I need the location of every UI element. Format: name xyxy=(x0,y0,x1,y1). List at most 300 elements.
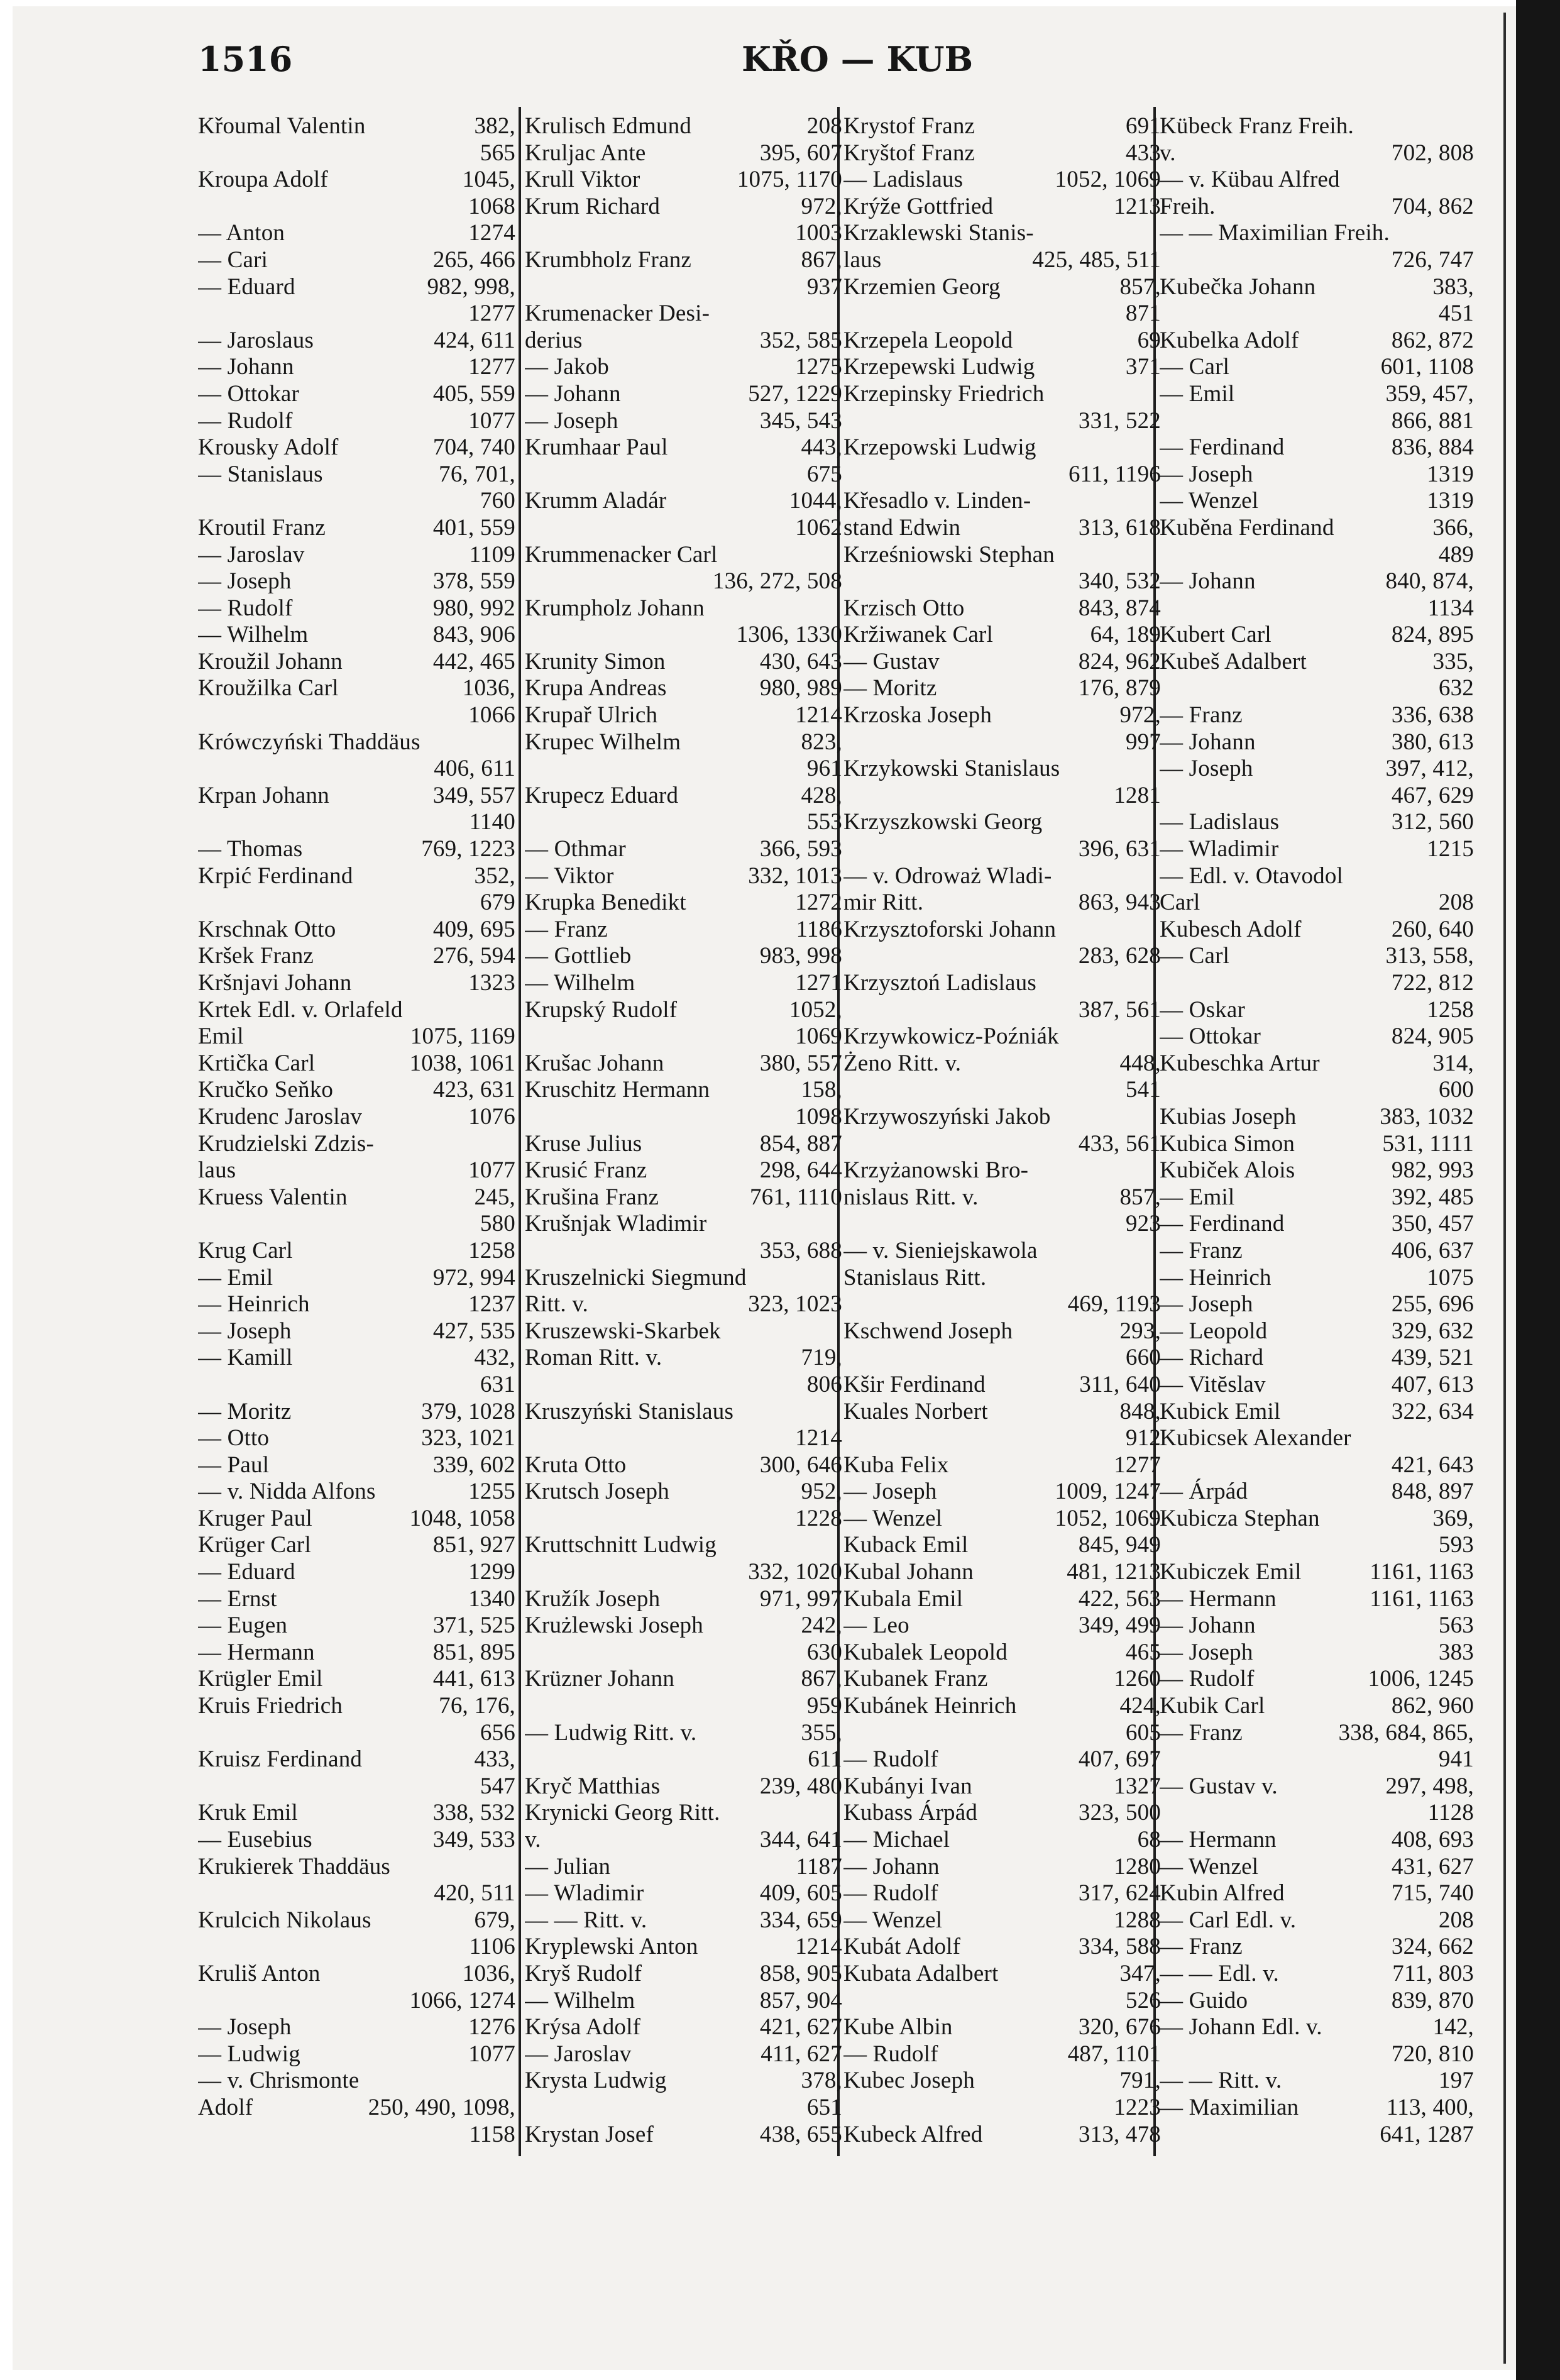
entry-pages: 857, xyxy=(1119,273,1161,300)
entry-name: Krzoska Joseph xyxy=(843,702,992,729)
entry-name: Krupa Andreas xyxy=(525,675,667,702)
entry-pages: 424, 611 xyxy=(434,327,515,353)
index-entry xyxy=(843,1372,1161,1399)
index-entry xyxy=(198,300,515,328)
entry-name: — Wilhelm xyxy=(198,622,309,648)
entry-name: — Gustav xyxy=(843,648,940,675)
entry-pages: 1006, 1245 xyxy=(1368,1666,1474,1692)
entry-name: — Emil xyxy=(1160,1184,1235,1210)
index-entry xyxy=(525,1854,842,1881)
entry-name: — Wilhelm xyxy=(525,970,635,996)
entry-pages: 605 xyxy=(1125,1719,1161,1746)
index-entry xyxy=(843,1559,1161,1586)
entry-pages: 845, 949 xyxy=(1078,1532,1161,1558)
entry-pages: 383, xyxy=(1432,273,1474,300)
entry-pages: 843, 906 xyxy=(432,622,515,648)
entry-name: Krumenacker Desi- xyxy=(525,300,710,327)
entry-pages: 1109 xyxy=(469,541,515,568)
entry-pages: 350, 457 xyxy=(1391,1211,1474,1237)
entry-name: Kubánek Heinrich xyxy=(843,1693,1017,1719)
index-entry xyxy=(843,1452,1161,1479)
index-entry xyxy=(1160,1988,1474,2015)
entry-name: Kubin Alfred xyxy=(1160,1880,1285,1907)
index-entry xyxy=(198,1961,515,1988)
entry-pages: 353, 688 xyxy=(759,1237,842,1264)
entry-name: — Johann xyxy=(1160,729,1256,755)
entry-pages: 158, xyxy=(801,1077,842,1103)
entry-name: Krzyżanowski Bro- xyxy=(843,1157,1029,1184)
entry-name: — Leo xyxy=(843,1612,909,1639)
entry-pages: 1134 xyxy=(1427,595,1474,621)
entry-pages: 863, 943 xyxy=(1078,890,1161,916)
entry-pages: 632 xyxy=(1438,675,1474,702)
index-entry xyxy=(843,2014,1161,2041)
entry-pages: 352, xyxy=(474,862,515,889)
entry-pages: 531, 1111 xyxy=(1382,1130,1474,1157)
index-entry xyxy=(525,1184,842,1211)
index-entry xyxy=(198,568,515,595)
index-entry xyxy=(525,140,842,167)
entry-pages: 824, 905 xyxy=(1391,1023,1474,1050)
index-entry xyxy=(1160,1612,1474,1639)
entry-name: Kržiwanek Carl xyxy=(843,622,994,648)
entry-pages: 1281 xyxy=(1114,782,1161,808)
entry-name: Krudzielski Zdzis- xyxy=(198,1130,374,1157)
entry-name: — Ladislaus xyxy=(1160,809,1280,835)
index-entry xyxy=(198,756,515,783)
entry-name: laus xyxy=(198,1157,236,1184)
entry-pages: 630 xyxy=(806,1639,842,1665)
entry-name: Kubanek Franz xyxy=(843,1666,988,1692)
index-entry xyxy=(843,890,1161,917)
entry-pages: 848, xyxy=(1119,1398,1161,1424)
entry-name: — Joseph xyxy=(198,1318,292,1344)
entry-name: Krumpholz Johann xyxy=(525,595,705,621)
entry-name: — Carl xyxy=(1160,943,1230,969)
index-entry xyxy=(1160,140,1474,167)
index-entry xyxy=(525,622,842,649)
index-entry xyxy=(843,1880,1161,1907)
entry-name: — Hermann xyxy=(1160,1585,1277,1612)
entry-pages: 722, 812 xyxy=(1391,970,1474,996)
entry-name: Krügler Emil xyxy=(198,1666,323,1692)
index-entry xyxy=(198,783,515,810)
entry-pages: 409, 605 xyxy=(759,1880,842,1907)
index-entry xyxy=(525,1104,842,1131)
entry-pages: 407, 613 xyxy=(1391,1371,1474,1397)
entry-pages: 379, 1028 xyxy=(421,1398,515,1424)
index-entry xyxy=(1160,300,1474,328)
index-entry xyxy=(1160,1184,1474,1211)
entry-name: Krzemien Georg xyxy=(843,273,1001,300)
entry-pages: 448, xyxy=(1119,1050,1161,1076)
entry-name: Krumhaar Paul xyxy=(525,434,668,461)
entry-name: — Joseph xyxy=(1160,461,1253,487)
entry-name: Krzysztoforski Johann xyxy=(843,916,1057,942)
entry-pages: 1215 xyxy=(1427,836,1474,862)
index-entry xyxy=(198,2122,515,2149)
index-entry xyxy=(843,2041,1161,2068)
index-entry xyxy=(525,836,842,863)
entry-pages: 242, xyxy=(801,1612,842,1639)
entry-pages: 142, xyxy=(1432,2014,1474,2041)
entry-name: Krschnak Otto xyxy=(198,916,336,942)
entry-name: — Franz xyxy=(1160,1934,1243,1960)
index-entry xyxy=(843,943,1161,970)
entry-name: Krušac Johann xyxy=(525,1050,664,1076)
entry-pages: 923 xyxy=(1125,1211,1161,1237)
entry-pages: 451 xyxy=(1438,300,1474,327)
entry-pages: 283, 628 xyxy=(1078,943,1161,969)
index-entry xyxy=(525,1773,842,1800)
index-entry xyxy=(525,354,842,381)
index-entry xyxy=(525,702,842,729)
entry-name: — — Ritt. v. xyxy=(525,1907,647,1933)
entry-pages: 1306, 1330 xyxy=(736,622,842,648)
entry-pages: 329, 632 xyxy=(1391,1318,1474,1344)
entry-name: — Hermann xyxy=(1160,1827,1277,1853)
entry-pages: 1069 xyxy=(795,1023,842,1050)
entry-pages: 1036, xyxy=(462,675,515,702)
entry-pages: 439, 521 xyxy=(1391,1345,1474,1371)
index-entry xyxy=(525,461,842,488)
entry-name: — Wenzel xyxy=(843,1907,943,1933)
index-entry xyxy=(525,1425,842,1452)
entry-name: Kubica Simon xyxy=(1160,1130,1295,1157)
entry-name: — Gottlieb xyxy=(525,943,632,969)
entry-pages: 369, xyxy=(1432,1505,1474,1531)
entry-name: Kršnjavi Johann xyxy=(198,970,352,996)
entry-pages: 1075 xyxy=(1427,1264,1474,1291)
index-entry xyxy=(198,1559,515,1586)
entry-pages: 983, 998 xyxy=(759,943,842,969)
entry-pages: 641, 1287 xyxy=(1380,2121,1474,2147)
index-entry xyxy=(525,1612,842,1639)
entry-pages: 378, xyxy=(801,2068,842,2094)
entry-pages: 720, 810 xyxy=(1391,2041,1474,2067)
index-entry xyxy=(843,1746,1161,1773)
entry-name: Krzepela Leopold xyxy=(843,327,1013,353)
entry-name: Krupař Ulrich xyxy=(525,702,658,729)
entry-pages: 1045, xyxy=(462,167,515,193)
entry-pages: 76, 701, xyxy=(439,461,515,487)
index-entry xyxy=(843,836,1161,863)
index-entry xyxy=(198,1639,515,1667)
entry-name: Krulisch Edmund xyxy=(525,113,692,139)
index-entry xyxy=(525,1506,842,1533)
entry-name: Krzepinsky Friedrich xyxy=(843,380,1045,407)
index-entry xyxy=(525,408,842,435)
index-entry xyxy=(525,997,842,1024)
index-entry xyxy=(843,194,1161,221)
entry-name: Krześniowski Stephan xyxy=(843,541,1055,568)
entry-name: Krug Carl xyxy=(198,1237,293,1264)
index-entry xyxy=(1160,863,1474,890)
index-entry xyxy=(843,113,1161,140)
index-entry xyxy=(525,274,842,301)
entry-pages: 937 xyxy=(806,273,842,300)
entry-pages: 1038, 1061 xyxy=(409,1050,515,1076)
entry-pages: 355, xyxy=(801,1719,842,1746)
entry-pages: 704, 862 xyxy=(1391,193,1474,219)
entry-pages: 489 xyxy=(1438,541,1474,568)
entry-name: — Ottokar xyxy=(198,380,300,407)
index-entry xyxy=(1160,1023,1474,1050)
entry-name: Kruis Friedrich xyxy=(198,1693,343,1719)
entry-name: Krüger Carl xyxy=(198,1532,311,1558)
index-entry xyxy=(1160,1050,1474,1077)
entry-name: Krüzner Johann xyxy=(525,1666,675,1692)
entry-name: Krpan Johann xyxy=(198,782,329,808)
index-entry xyxy=(525,675,842,702)
entry-pages: 208 xyxy=(806,113,842,139)
entry-pages: 378, 559 xyxy=(432,568,515,595)
entry-name: Kubata Adalbert xyxy=(843,1960,999,1986)
index-entry xyxy=(1160,461,1474,488)
index-entry xyxy=(198,943,515,970)
entry-name: stand Edwin xyxy=(843,514,961,541)
entry-pages: 136, 272, 508 xyxy=(712,568,842,595)
entry-name: — Wenzel xyxy=(843,1505,943,1531)
entry-name: — Ottokar xyxy=(1160,1023,1261,1050)
entry-pages: 323, 1021 xyxy=(421,1425,515,1452)
entry-name: Krousky Adolf xyxy=(198,434,339,461)
entry-pages: 760 xyxy=(480,488,515,514)
entry-pages: 371, 525 xyxy=(432,1612,515,1639)
entry-name: — Johann xyxy=(1160,568,1256,595)
entry-name: — Maximilian xyxy=(1160,2094,1299,2120)
index-entry xyxy=(525,328,842,355)
entry-name: — v. Sieniejskawola xyxy=(843,1237,1038,1264)
entry-pages: 1066 xyxy=(468,702,515,729)
entry-pages: 347, xyxy=(1119,1960,1161,1986)
index-entry xyxy=(1160,1773,1474,1800)
entry-name: Kršek Franz xyxy=(198,943,314,969)
index-entry xyxy=(198,1265,515,1292)
index-entry xyxy=(1160,1265,1474,1292)
index-entry xyxy=(525,2014,842,2041)
index-entry xyxy=(198,247,515,274)
index-column-3 xyxy=(837,113,1161,2148)
entry-name: Ritt. v. xyxy=(525,1291,588,1318)
entry-pages: 719, xyxy=(801,1345,842,1371)
entry-pages: 1052, xyxy=(789,996,842,1023)
index-entry xyxy=(198,1988,515,2015)
entry-pages: 407, 697 xyxy=(1078,1746,1161,1773)
entry-name: — Ladislaus xyxy=(843,167,964,193)
index-entry xyxy=(1160,1291,1474,1318)
index-entry xyxy=(843,1693,1161,1720)
entry-name: — Eugen xyxy=(198,1612,288,1639)
entry-name: — Heinrich xyxy=(198,1291,310,1318)
index-entry xyxy=(1160,1693,1474,1720)
entry-name: Kruess Valentin xyxy=(198,1184,348,1210)
entry-pages: 406, 611 xyxy=(434,756,515,782)
entry-pages: 113, 400, xyxy=(1386,2094,1474,2120)
index-entry xyxy=(525,1131,842,1158)
entry-name: — Anton xyxy=(198,220,285,246)
entry-name: — Carl Edl. v. xyxy=(1160,1907,1297,1933)
entry-name: laus xyxy=(843,246,882,273)
index-entry xyxy=(198,1532,515,1559)
entry-name: — Ludwig xyxy=(198,2041,300,2067)
index-entry xyxy=(843,783,1161,810)
index-entry xyxy=(843,408,1161,435)
entry-pages: 317, 624 xyxy=(1078,1880,1161,1907)
index-entry xyxy=(1160,542,1474,569)
index-entry xyxy=(1160,702,1474,729)
entry-name: Kroupa Adolf xyxy=(198,167,328,193)
index-entry xyxy=(1160,756,1474,783)
entry-name: Krynicki Georg Ritt. xyxy=(525,1800,720,1826)
index-entry xyxy=(843,1666,1161,1693)
entry-name: Kroužilka Carl xyxy=(198,675,339,702)
index-entry xyxy=(1160,1506,1474,1533)
entry-pages: 715, 740 xyxy=(1391,1880,1474,1907)
entry-name: Kruger Paul xyxy=(198,1505,313,1531)
index-entry xyxy=(843,1131,1161,1158)
index-entry xyxy=(525,1693,842,1720)
entry-pages: 265, 466 xyxy=(432,246,515,273)
entry-pages: 982, 993 xyxy=(1391,1157,1474,1184)
entry-pages: 704, 740 xyxy=(432,434,515,461)
entry-pages: 323, 500 xyxy=(1078,1800,1161,1826)
entry-name: Krupský Rudolf xyxy=(525,996,678,1023)
entry-name: — Johann xyxy=(1160,1612,1256,1639)
entry-pages: 1214 xyxy=(795,1425,842,1452)
entry-pages: 679 xyxy=(480,890,515,916)
entry-name: — Hermann xyxy=(198,1639,315,1665)
index-entry xyxy=(1160,1372,1474,1399)
entry-name: Kruszyński Stanislaus xyxy=(525,1398,734,1424)
index-entry xyxy=(525,1211,842,1238)
entry-name: — Cari xyxy=(198,246,268,273)
entry-pages: 1280 xyxy=(1114,1853,1161,1880)
index-entry xyxy=(198,1934,515,1961)
index-entry xyxy=(843,1506,1161,1533)
entry-pages: 980, 989 xyxy=(759,675,842,702)
index-entry xyxy=(843,1104,1161,1131)
entry-name: — Rudolf xyxy=(843,1746,938,1773)
entry-name: Kruliš Anton xyxy=(198,1960,321,1986)
entry-pages: 1077 xyxy=(468,407,515,434)
entry-pages: 1277 xyxy=(468,354,515,380)
entry-pages: 396, 631 xyxy=(1078,836,1161,862)
index-entry xyxy=(843,756,1161,783)
entry-pages: 1274 xyxy=(468,220,515,246)
index-entry xyxy=(525,247,842,274)
index-entry xyxy=(525,1532,842,1559)
entry-pages: 438, 655 xyxy=(759,2121,842,2147)
entry-pages: 260, 640 xyxy=(1391,916,1474,942)
entry-name: Křesadlo v. Linden- xyxy=(843,488,1031,514)
entry-name: Kubec Joseph xyxy=(843,2068,975,2094)
index-entry xyxy=(1160,1211,1474,1238)
index-entry xyxy=(1160,408,1474,435)
entry-pages: 366, 593 xyxy=(759,836,842,862)
index-entry xyxy=(1160,1961,1474,1988)
entry-name: Krulcich Nikolaus xyxy=(198,1907,371,1933)
entry-name: — Joseph xyxy=(1160,1291,1253,1318)
index-entry xyxy=(1160,1345,1474,1372)
index-entry xyxy=(1160,595,1474,622)
entry-name: mir Ritt. xyxy=(843,890,924,916)
index-entry xyxy=(198,809,515,836)
entry-pages: 866, 881 xyxy=(1391,407,1474,434)
index-entry xyxy=(525,381,842,408)
entry-pages: 408, 693 xyxy=(1391,1827,1474,1853)
entry-name: Kruta Otto xyxy=(525,1452,627,1478)
entry-name: v. xyxy=(1160,140,1176,166)
entry-pages: 411, 627 xyxy=(761,2041,842,2067)
entry-pages: 383 xyxy=(1438,1639,1474,1665)
entry-pages: 1076 xyxy=(468,1103,515,1130)
entry-name: — Vitĕslav xyxy=(1160,1371,1266,1397)
index-entry xyxy=(1160,247,1474,274)
entry-pages: 313, 558, xyxy=(1385,943,1474,969)
index-entry xyxy=(843,1988,1161,2015)
index-entry xyxy=(525,220,842,247)
index-entry xyxy=(198,1425,515,1452)
index-entry xyxy=(198,1452,515,1479)
entry-pages: 565 xyxy=(480,140,515,166)
index-entry xyxy=(198,1077,515,1104)
index-entry xyxy=(843,649,1161,676)
entry-name: — Johann xyxy=(198,354,294,380)
entry-pages: 324, 662 xyxy=(1391,1934,1474,1960)
entry-name: Krupka Benedikt xyxy=(525,890,686,916)
index-entry xyxy=(843,1184,1161,1211)
entry-pages: 952, xyxy=(801,1479,842,1505)
entry-pages: 487, 1101 xyxy=(1067,2041,1161,2067)
entry-name: Kubelka Adolf xyxy=(1160,327,1299,353)
entry-name: Krzisch Otto xyxy=(843,595,965,621)
entry-pages: 526 xyxy=(1125,1987,1161,2014)
entry-pages: 255, 696 xyxy=(1391,1291,1474,1318)
entry-pages: 197 xyxy=(1438,2068,1474,2094)
entry-pages: 425, 485, 511 xyxy=(1032,246,1161,273)
index-entry xyxy=(843,167,1161,194)
index-entry xyxy=(198,167,515,194)
index-entry xyxy=(1160,917,1474,944)
entry-name: Krum Richard xyxy=(525,193,661,219)
index-entry xyxy=(843,488,1161,515)
entry-name: — Johann xyxy=(525,380,621,407)
entry-pages: 1077 xyxy=(468,2041,515,2067)
index-entry xyxy=(525,1988,842,2015)
index-entry xyxy=(525,434,842,461)
entry-pages: 972, xyxy=(1119,702,1161,729)
entry-name: — Carl xyxy=(1160,354,1230,380)
entry-name: Kubick Emil xyxy=(1160,1398,1281,1424)
entry-name: Křoumal Valentin xyxy=(198,113,366,139)
entry-pages: 239, 480 xyxy=(759,1773,842,1799)
index-entry xyxy=(198,1506,515,1533)
index-entry xyxy=(198,675,515,702)
scan-edge xyxy=(1503,13,1506,2364)
index-entry xyxy=(843,1639,1161,1667)
index-entry xyxy=(198,1372,515,1399)
index-entry xyxy=(1160,354,1474,381)
entry-pages: 1003 xyxy=(795,220,842,246)
index-entry xyxy=(843,434,1161,461)
entry-pages: 208 xyxy=(1438,1907,1474,1933)
index-entry xyxy=(525,488,842,515)
entry-pages: 406, 637 xyxy=(1391,1237,1474,1264)
index-entry xyxy=(1160,1880,1474,1907)
entry-name: Kubeck Alfred xyxy=(843,2121,983,2147)
index-entry xyxy=(525,809,842,836)
